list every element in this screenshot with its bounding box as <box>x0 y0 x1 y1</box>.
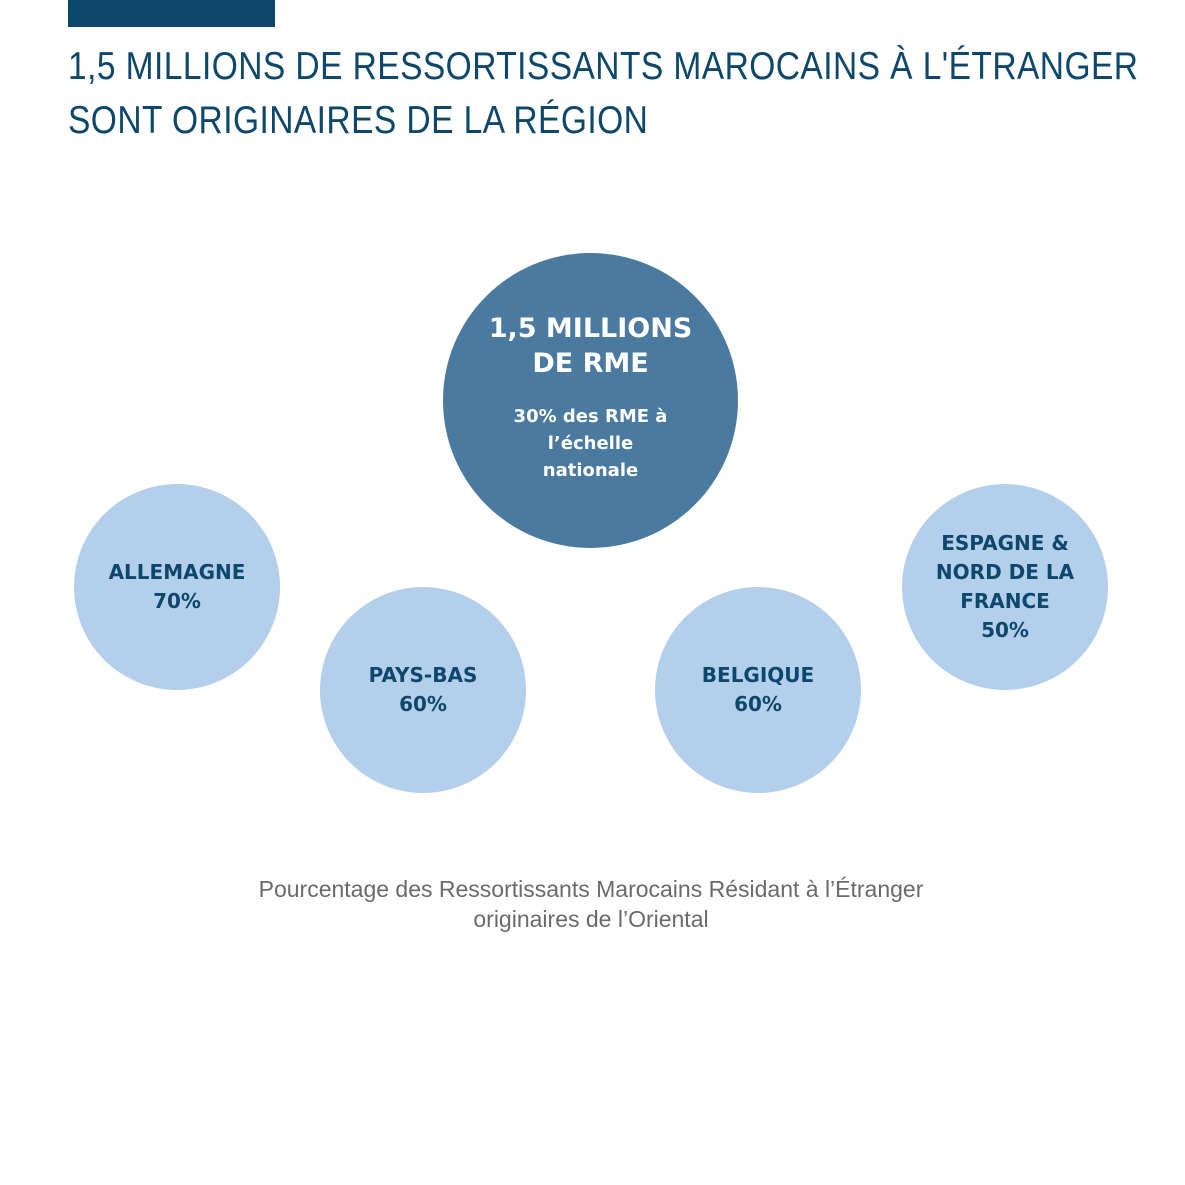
country-circle-belgique <box>655 587 861 793</box>
country-circle-pays-bas <box>320 587 526 793</box>
country-value: 50% <box>981 618 1029 642</box>
page-title-line-1: 1,5 MILLIONS DE RESSORTISSANTS MAROCAINS À L'ÉTRANGER <box>68 45 1139 88</box>
country-label: PAYS-BAS <box>368 663 478 687</box>
total-rme-title: 1,5 MILLIONS DE RME <box>488 313 693 379</box>
top-accent-bar <box>68 0 275 27</box>
page-title-line-2: SONT ORIGINAIRES DE LA RÉGION <box>68 99 649 142</box>
country-label: ALLEMAGNE <box>108 560 246 584</box>
country-value: 70% <box>153 589 201 613</box>
total-rme-subtitle: 30% des RME à l’échelle nationale <box>513 406 668 481</box>
country-label: BELGIQUE <box>701 663 815 687</box>
figure-caption-line-2: originaires de l’Oriental <box>473 906 709 932</box>
country-value: 60% <box>399 692 447 716</box>
country-label: ESPAGNE & NORD DE LA FRANCE <box>935 531 1075 613</box>
figure-caption <box>160 874 1022 934</box>
country-circle-espagne-nord-france <box>902 484 1108 690</box>
figure-caption-line-1: Pourcentage des Ressortissants Marocains Résidant à l’Étranger <box>258 876 924 902</box>
page-title <box>68 40 1139 148</box>
country-value: 60% <box>734 692 782 716</box>
country-circle-allemagne <box>74 484 280 690</box>
total-rme-circle <box>443 253 738 548</box>
